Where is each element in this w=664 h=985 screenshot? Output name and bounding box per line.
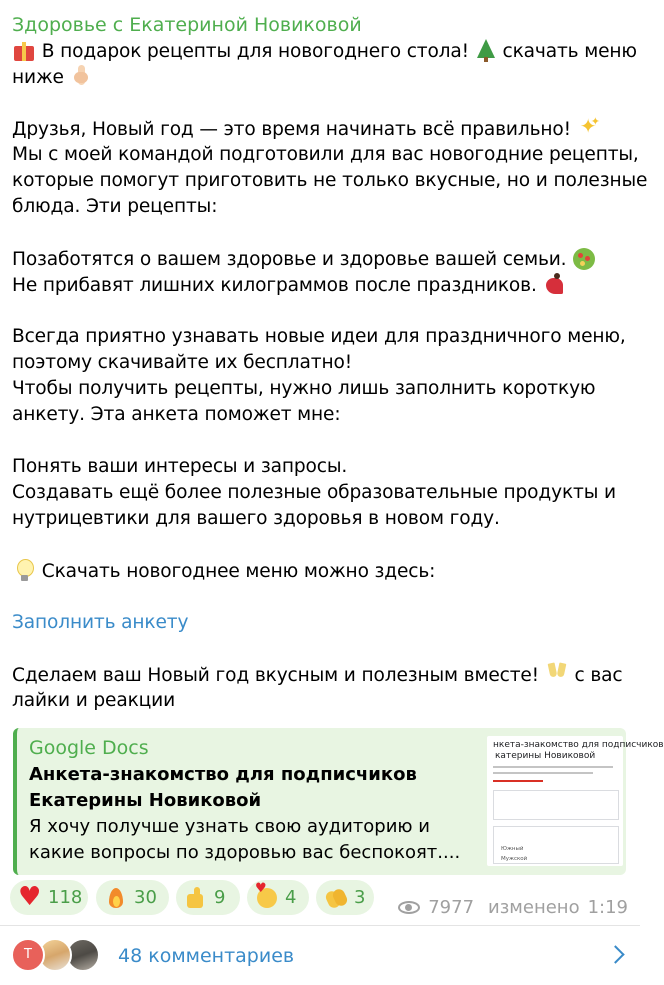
text-line-16: Скачать новогоднее меню можно здесь: <box>12 558 628 584</box>
text-line-2: ниже <box>12 64 628 90</box>
preview-description: Я хочу получше узнать свою аудиторию и какие вопросы по здоровью вас беспокоят.... <box>29 816 461 863</box>
text-line-17: Сделаем ваш Новый год вкусным и полезным вместе! с вас <box>12 662 628 688</box>
text-line-7: Позаботятся о вашем здоровье и здоровье вашей семьи. <box>12 246 628 272</box>
reaction-thumbs-up[interactable]: 9 <box>176 880 240 915</box>
thumbs-up-icon <box>184 886 208 910</box>
preview-thumbnail: нкета-знакомство для подписчиков катерины Новиковой Южный Мужской <box>487 736 623 866</box>
clinking-glasses-icon <box>545 662 569 686</box>
dancer-icon <box>542 272 566 296</box>
reaction-clapping-hands[interactable]: 3 <box>316 880 374 915</box>
comments-count: 48 комментариев <box>118 945 295 967</box>
text-line-10: поэтому скачивайте их бесплатно! <box>12 352 353 373</box>
views-count: 7977 <box>428 897 475 918</box>
text-line-1: В подарок рецепты для новогоднего стола! скачать меню <box>12 38 628 64</box>
text-line-link <box>12 610 628 636</box>
reaction-smiling-face-with-hearts[interactable]: ♥ 4 <box>247 880 309 915</box>
text-line-18: лайки и реакции <box>12 690 176 711</box>
reaction-heart[interactable]: ♥ 118 <box>10 880 88 915</box>
smiling-face-with-hearts-icon <box>255 886 279 910</box>
pointing-down-icon <box>70 64 94 88</box>
link-preview[interactable] <box>13 728 664 875</box>
text-line-9: Всегда приятно узнавать новые идеи для праздничного меню, <box>12 326 626 347</box>
post-meta <box>398 897 628 919</box>
text-line-11: Чтобы получить рецепты, нужно лишь заполнить короткую <box>12 378 596 399</box>
edited-label: изменено <box>488 897 580 918</box>
salad-icon <box>572 246 596 270</box>
heart-icon <box>18 886 42 910</box>
light-bulb-icon <box>12 558 36 582</box>
text-line-15: нутрицевтики для вашего здоровья в новом году. <box>12 508 500 529</box>
text-line-4: Мы с моей командой подготовили для вас новогодние рецепты, <box>12 144 639 165</box>
text-line-3: Друзья, Новый год — это время начинать всё правильно! ✦ ✦ <box>12 116 628 142</box>
comments-button[interactable] <box>0 926 640 985</box>
channel-name[interactable]: Здоровье с Екатериной Новиковой <box>12 14 362 36</box>
clapping-hands-icon <box>324 886 348 910</box>
text-line-6: блюда. Эти рецепты: <box>12 196 218 217</box>
preview-title: Анкета-знакомство для подписчиков Екатерины Новиковой <box>29 764 417 811</box>
christmas-tree-icon <box>475 38 497 62</box>
text-line-14: Создавать ещё более полезные образовательные продукты и <box>12 482 616 503</box>
fire-icon <box>104 886 128 910</box>
reaction-fire[interactable]: 30 <box>96 880 169 915</box>
text-line-8: Не прибавят лишних килограммов после праздников. <box>12 272 628 298</box>
avatar: Т <box>11 938 45 972</box>
text-line-13: Понять ваши интересы и запросы. <box>12 456 348 477</box>
text-line-12: анкету. Эта анкета поможет мне: <box>12 404 341 425</box>
gift-icon <box>12 38 36 62</box>
eye-icon <box>398 901 422 915</box>
post-text <box>12 38 648 714</box>
fill-form-link[interactable]: Заполнить анкету <box>12 612 189 633</box>
chevron-right-icon <box>606 945 624 963</box>
preview-site-name: Google Docs <box>29 737 149 759</box>
text-line-5: которые помогут приготовить не только вкусные, но и полезные <box>12 170 648 191</box>
post-time: 1:19 <box>587 897 628 918</box>
sparkles-icon <box>577 116 601 140</box>
